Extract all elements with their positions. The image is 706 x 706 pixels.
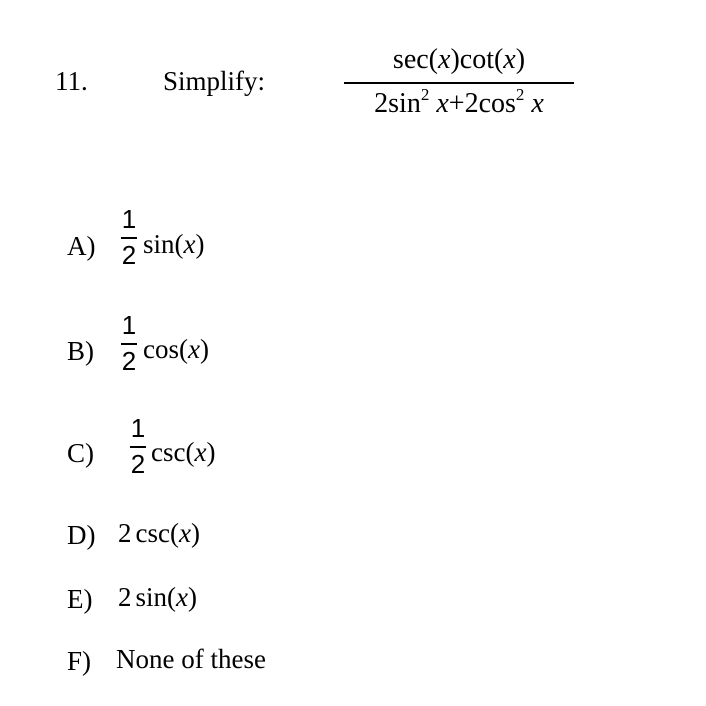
cot-var: x: [503, 44, 516, 75]
den-exp-2: 2: [515, 85, 525, 104]
question-prompt: Simplify:: [163, 66, 266, 96]
choice-f-label[interactable]: F): [67, 646, 92, 676]
choice-e-func: sin(: [135, 582, 176, 612]
den-cos: cos: [478, 88, 516, 119]
choice-d-label[interactable]: D): [67, 520, 96, 550]
den-sin: sin: [388, 88, 421, 119]
choice-b-func: cos(: [143, 334, 188, 364]
choice-c-close: ): [206, 437, 216, 467]
den-coef-2: 2: [464, 88, 479, 119]
choice-a-expression: [143, 229, 204, 260]
sec-var: x: [438, 44, 451, 75]
den-plus: +: [448, 88, 465, 119]
choice-e-var: x: [176, 582, 188, 612]
choice-b-label[interactable]: B): [67, 336, 94, 366]
choice-c-func: csc(: [151, 437, 195, 467]
choice-a-var: x: [183, 229, 196, 259]
choice-a-label[interactable]: A): [67, 231, 96, 261]
choice-b-close: ): [199, 334, 209, 364]
choice-c-frac-den: 2: [130, 449, 146, 479]
choice-e-close: ): [187, 582, 197, 612]
choice-d-coef: 2: [118, 518, 132, 548]
den-var-1: x: [436, 88, 449, 119]
choice-c-var: x: [194, 437, 207, 467]
choice-b-expression: [143, 334, 209, 365]
choice-c-expression: [151, 437, 215, 468]
choice-a-frac-den: 2: [121, 240, 137, 270]
choice-c-label[interactable]: C): [67, 438, 94, 468]
choice-a-close: ): [195, 229, 205, 259]
choice-e-coef: 2: [118, 582, 132, 612]
choice-f-text: None of these: [116, 644, 266, 674]
den-exp-1: 2: [420, 85, 430, 104]
choice-e-label[interactable]: E): [67, 584, 93, 614]
main-numerator: [344, 44, 574, 76]
choice-e-expression: [118, 582, 197, 613]
main-denominator: [344, 85, 574, 120]
choice-a-frac-bar: [121, 237, 137, 239]
choice-b-frac-bar: [121, 343, 137, 345]
choice-d-expression: [118, 518, 200, 549]
choice-b-frac-den: 2: [121, 346, 137, 376]
den-var-2: x: [531, 88, 544, 119]
sec-close: ): [450, 44, 460, 75]
choice-a-frac-num: 1: [121, 204, 137, 234]
den-coef-1: 2: [374, 88, 389, 119]
cot-func: cot(: [459, 44, 504, 75]
choice-d-var: x: [178, 518, 191, 548]
choice-a-func: sin(: [143, 229, 184, 259]
choice-c-frac-bar: [130, 446, 146, 448]
fraction-bar: [344, 82, 574, 84]
choice-d-close: ): [190, 518, 200, 548]
choice-c-frac-num: 1: [130, 413, 146, 443]
choice-b-var: x: [187, 334, 200, 364]
question-number: 11.: [55, 66, 88, 96]
choice-d-func: csc(: [135, 518, 179, 548]
choice-b-frac-num: 1: [121, 310, 137, 340]
cot-close: ): [515, 44, 526, 75]
sec-func: sec(: [392, 44, 438, 75]
